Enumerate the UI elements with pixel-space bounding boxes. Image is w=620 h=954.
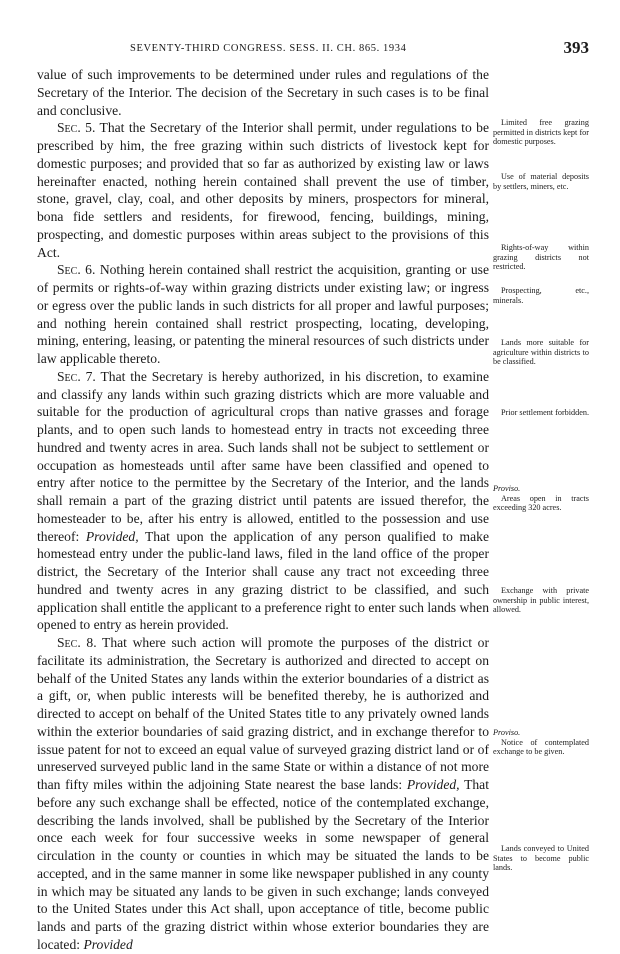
page-header xyxy=(37,40,589,60)
statute-body xyxy=(37,66,489,954)
paragraph-text: That the Secretary is hereby authorized, in his discretion, to examine and classify any lands within such grazing districts which are more valuable and suitable for the production of agricultural crops than native grasses and forage plants, and to open such lands to homestead entry in tracts not exceeding three hundred and twenty acres in area. Such lands shall not be subject to settlement or occupation as homesteads until after same have been classified and opened to entry after notice to the permittee by the Secretary of the Interior, and the lands shall remain a part of the grazing district until patents are issued therefor, the homesteader to be, after his entry is allowed, entitled to the possession and use thereof: xyxy=(37,368,489,544)
paragraph-sec-8 xyxy=(37,634,489,954)
paragraph-text: value of such improvements to be determined under rules and regulations of the Secretary of the Interior. The decision of the Secretary in such cases is to be final and conclusive. xyxy=(37,67,489,118)
proviso-label: Proviso. xyxy=(493,484,521,493)
margin-note-prior-settlement: Prior settlement forbidden. xyxy=(501,408,589,417)
paragraph-sec-5 xyxy=(37,119,489,261)
margin-note-material-deposits: Use of material deposits by settlers, miners, etc. xyxy=(493,172,589,191)
paragraph-text: That the Secretary of the Interior shall permit, under regulations to be prescribed by him, the free grazing within such districts of livestock kept for domestic purposes; and provided that so far as authorized by existing law or laws hereinafter enacted, nothing herein contained shall prevent the use of timber, stone, gravel, clay, coal, and other deposits by miners, prospectors for mineral, bona fide settlers and residents, for firewood, fencing, buildings, mining, prospecting, and domestic purposes within areas subject to the provisions of this Act. xyxy=(37,120,489,260)
paragraph-text: Nothing herein contained shall restrict the acquisition, granting or use of permits or rights-of-way within grazing districts under existing law; or ingress or egress over the public lands in such districts for all proper and lawful purposes; and nothing herein contained shall restrict prospecting, locating, developing, mining, entering, leasing, or patenting the mineral resources of such districts under law applicable thereto. xyxy=(37,262,489,366)
margin-note-agricultural-lands: Lands more suitable for agriculture within districts to be classified. xyxy=(493,338,589,367)
section-label: Sec. 5. xyxy=(57,120,96,136)
margin-note-lands-conveyed: Lands conveyed to United States to become public lands. xyxy=(493,844,589,873)
running-head: SEVENTY-THIRD CONGRESS. SESS. II. CH. 865. 1934 xyxy=(130,43,407,54)
provided-word: Provided, xyxy=(85,528,139,544)
provided-word: Provided, xyxy=(406,777,460,792)
paragraph-sec-7 xyxy=(37,368,489,634)
margin-note-prospecting: Prospecting, etc., minerals. xyxy=(493,286,589,305)
section-label: Sec. 8. xyxy=(57,635,97,650)
paragraph-text: That upon the application of any person qualified to make homestead entry under the public-land laws, filed in the land office of the proper district, the Secretary of the Interior shall cause any tract not exceeding three hundred and twenty acres in any grazing district to be classified, and such application shall entitle the applicant to a preference right to enter such lands when opened to entry as herein provided. xyxy=(37,528,489,633)
paragraph-continuation xyxy=(37,66,489,119)
proviso-label: Proviso. xyxy=(493,728,521,737)
margin-note-notice-of-exchange: Proviso. Notice of contemplated exchange to be given. xyxy=(493,728,589,757)
provided-word: Provided xyxy=(83,936,133,952)
section-label: Sec. 7. xyxy=(57,368,96,384)
margin-note-exchange: Exchange with private ownership in public interest, allowed. xyxy=(493,586,589,615)
paragraph-sec-6 xyxy=(37,261,489,368)
margin-note-rights-of-way: Rights-of-way within grazing districts not restricted. xyxy=(493,243,589,272)
paragraph-text: That where such action will promote the purposes of the district or facilitate its administration, the Secretary is authorized and directed to accept on behalf of the United States any lands within the exterior boundaries of a district as a gift, or, when public interests will be benefited thereby, he is authorized and directed to accept on behalf of the United States title to any privately owned lands within the exterior boundaries of said grazing district, and in exchange therefor to issue patent for not to exceed an equal value of surveyed grazing district land or of unreserved surveyed public land in the same State or within a distance of not more than fifty miles within the adjoining State nearest the base lands: xyxy=(37,635,489,792)
paragraph-text: That before any such exchange shall be effected, notice of the contemplated exchange, describing the lands involved, shall be published by the Secretary of the Interior once each week for four successive weeks in some newspaper of general circulation in the county or counties in which may be situated the lands to be accepted, and in the same manner in some like newspaper published in any county in which may be situated any lands to be given in such exchange; lands conveyed to the United States under this Act shall, upon acceptance of title, become public lands and parts of the grazing district within whose exterior boundaries they are located: xyxy=(37,777,489,952)
section-label: Sec. 6. xyxy=(57,262,96,278)
margin-note-free-grazing: Limited free grazing permitted in districts kept for domestic purposes. xyxy=(493,118,589,147)
margin-note-areas-open: Proviso. Areas open in tracts exceeding 320 acres. xyxy=(493,484,589,513)
page-number: 393 xyxy=(563,38,589,57)
